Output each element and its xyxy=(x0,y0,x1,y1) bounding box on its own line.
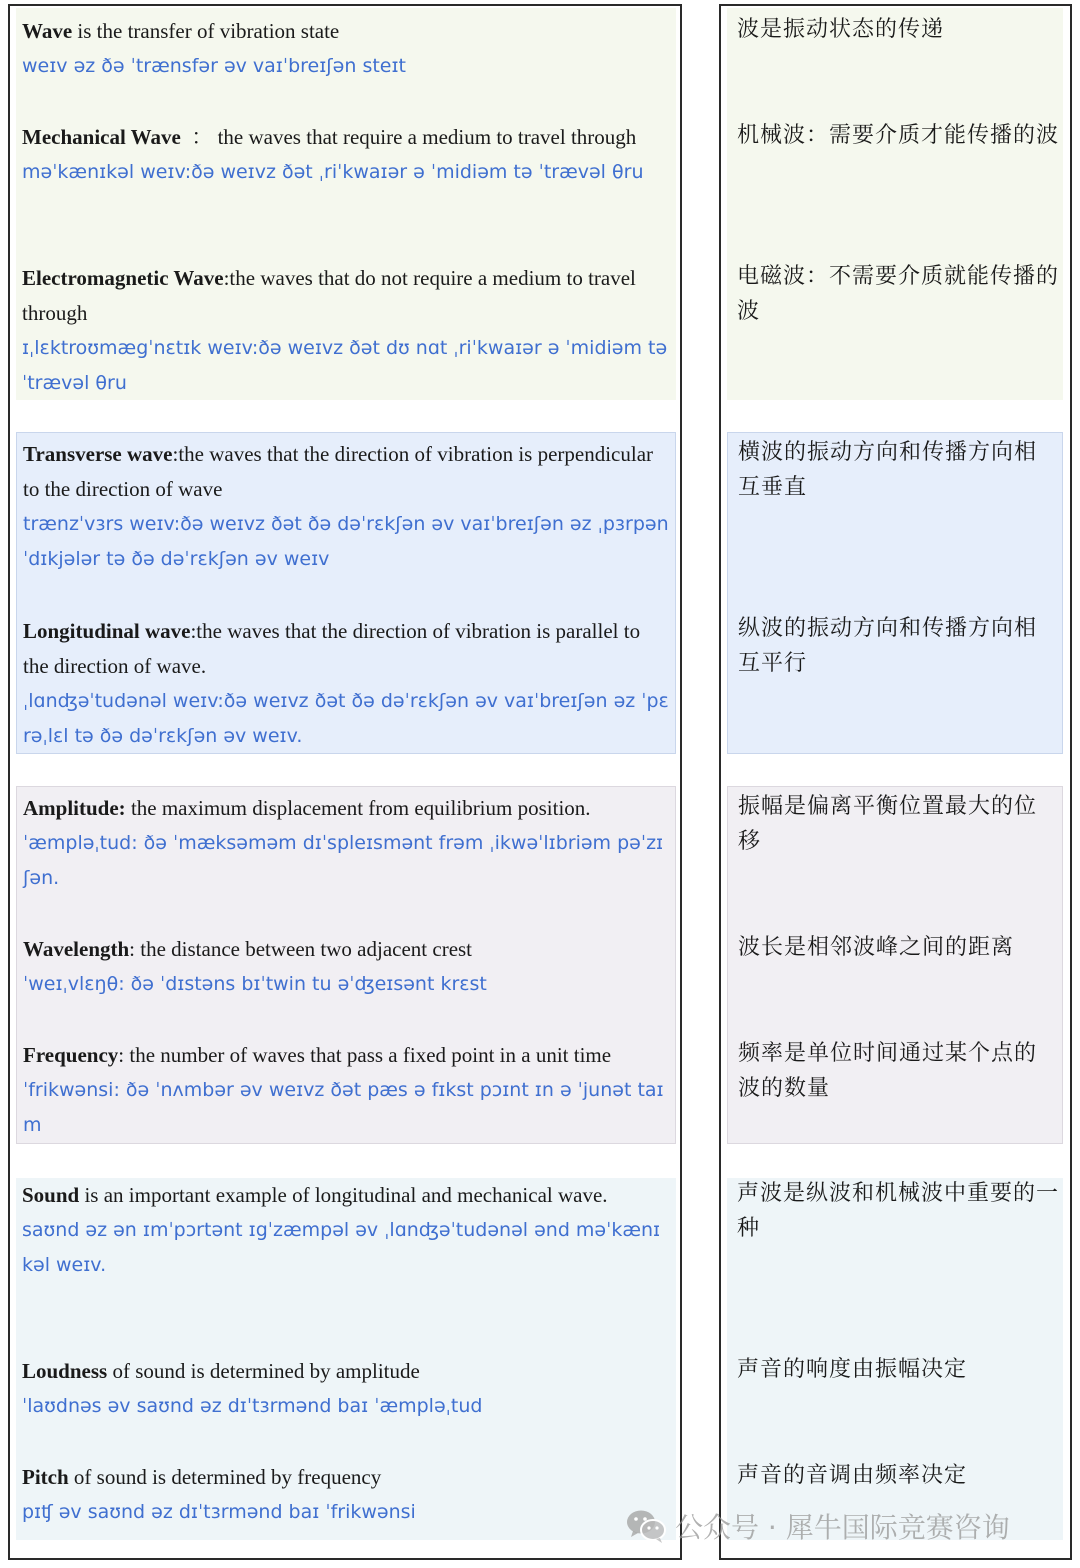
definition: is the transfer of vibration state xyxy=(72,19,340,43)
group-wave-properties xyxy=(16,786,676,1144)
translation-pitch: 声音的音调由频率决定 xyxy=(737,1463,968,1488)
term: Transverse wave xyxy=(23,442,173,466)
definition: the maximum displacement from equilibrium position. xyxy=(125,796,591,820)
definition: : the number of waves that pass a fixed point in a unit time xyxy=(118,1043,612,1067)
entry-amplitude xyxy=(23,791,669,896)
entry-longitudinal-wave xyxy=(23,614,669,754)
translation-frequency: 频率是单位时间通过某个点的波的数量 xyxy=(738,1041,1038,1101)
term: Pitch xyxy=(22,1465,69,1489)
entry-sound xyxy=(22,1178,670,1283)
phonetic: saʊnd əz ən ɪmˈpɔrtənt ɪgˈzæmpəl əv ˌlɑnʤəˈtudənəl ənd məˈkænɪkəl weɪv. xyxy=(22,1219,661,1276)
translation-loudness: 声音的响度由振幅决定 xyxy=(737,1357,968,1382)
definition: of sound is determined by frequency xyxy=(68,1465,382,1489)
group-wave-direction xyxy=(16,432,676,754)
term: Longitudinal wave xyxy=(23,619,191,643)
translation-electromagnetic-wave: 电磁波：不需要介质就能传播的波 xyxy=(737,264,1060,324)
definition: :the waves that the direction of vibration is parallel to the direction of wave. xyxy=(23,619,641,678)
group-sound-zh xyxy=(727,1178,1063,1540)
watermark-text: 公众号 · 犀牛国际竞赛咨询 xyxy=(675,1511,1010,1544)
term: Amplitude: xyxy=(23,796,126,820)
phonetic: ˈfrikwənsi: ðə ˈnʌmbər əv weɪvz ðət pæs ə fɪkst pɔɪnt ɪn ə ˈjunət taɪm xyxy=(23,1079,664,1136)
group-wave-direction-zh xyxy=(727,432,1063,754)
wechat-icon xyxy=(625,1507,667,1545)
entry-mechanical-wave xyxy=(22,120,670,190)
group-wave-types-zh xyxy=(727,8,1063,400)
entry-wave xyxy=(22,14,670,84)
phonetic: ˈæmpləˌtud: ðə ˈmæksəməm dɪˈspleɪsmənt frəm ˌikwəˈlɪbriəm pəˈzɪʃən. xyxy=(23,832,664,889)
definition: :the waves that the direction of vibration is perpendicular to the direction of wave xyxy=(23,442,654,501)
definition: ： the waves that require a medium to travel through xyxy=(180,125,637,149)
translation-transverse-wave: 横波的振动方向和传播方向相互垂直 xyxy=(738,440,1038,500)
phonetic: ˈweɪˌvlɛŋθ: ðə ˈdɪstəns bɪˈtwin tu əˈʤeɪsənt krɛst xyxy=(23,973,487,995)
translation-sound: 声波是纵波和机械波中重要的一种 xyxy=(737,1181,1060,1241)
definition: : the distance between two adjacent crest xyxy=(129,937,473,961)
translation-amplitude: 振幅是偏离平衡位置最大的位移 xyxy=(738,794,1038,854)
watermark xyxy=(625,1504,1065,1548)
term: Loudness xyxy=(22,1359,108,1383)
term: Wave xyxy=(22,19,73,43)
translation-wavelength: 波长是相邻波峰之间的距离 xyxy=(738,935,1015,960)
term: Frequency xyxy=(23,1043,119,1067)
phonetic: ɪˌlɛktroʊmægˈnɛtɪk weɪv:ðə weɪvz ðət dʊ nɑt ˌriˈkwaɪər ə ˈmidiəm tə ˈtrævəl θru xyxy=(22,337,668,394)
entry-pitch xyxy=(22,1460,670,1530)
term: Mechanical Wave xyxy=(22,125,181,149)
entry-loudness xyxy=(22,1354,670,1424)
chinese-panel xyxy=(719,4,1072,1560)
definition: is an important example of longitudinal and mechanical wave. xyxy=(79,1183,608,1207)
phonetic: trænzˈvɜrs weɪv:ðə weɪvz ðət ðə dəˈrɛkʃən əv vaɪˈbreɪʃən əz ˌpɜrpənˈdɪkjələr tə ðə dəˈrɛkʃən əv weɪv xyxy=(23,513,669,570)
phonetic: pɪʧ əv saʊnd əz dɪˈtɜrmənd baɪ ˈfrikwənsi xyxy=(22,1501,416,1523)
definition: of sound is determined by amplitude xyxy=(107,1359,420,1383)
group-wave-types xyxy=(16,8,676,400)
english-panel xyxy=(8,4,682,1560)
phonetic: məˈkænɪkəl weɪv:ðə weɪvz ðət ˌriˈkwaɪər ə ˈmidiəm tə ˈtrævəl θru xyxy=(22,161,644,183)
phonetic: weɪv əz ðə ˈtrænsfər əv vaɪˈbreɪʃən steɪt xyxy=(22,55,406,77)
translation-mechanical-wave: 机械波：需要介质才能传播的波 xyxy=(737,123,1060,148)
entry-frequency xyxy=(23,1038,669,1143)
entry-wavelength xyxy=(23,932,669,1002)
term: Electromagnetic Wave xyxy=(22,266,224,290)
phonetic: ˈlaʊdnəs əv saʊnd əz dɪˈtɜrmənd baɪ ˈæmpləˌtud xyxy=(22,1395,483,1417)
entry-transverse-wave xyxy=(23,437,669,577)
definition: :the waves that do not require a medium to travel through xyxy=(22,266,636,325)
term: Wavelength xyxy=(23,937,130,961)
term: Sound xyxy=(22,1183,80,1207)
phonetic: ˌlɑnʤəˈtudənəl weɪv:ðə weɪvz ðət ðə dəˈrɛkʃən əv vaɪˈbreɪʃən əz ˈpɛrəˌlɛl tə ðə dəˈrɛkʃən əv weɪv. xyxy=(23,690,669,747)
entry-electromagnetic-wave xyxy=(22,261,670,401)
translation-longitudinal-wave: 纵波的振动方向和传播方向相互平行 xyxy=(738,616,1038,676)
group-sound xyxy=(16,1178,676,1540)
translation-wave: 波是振动状态的传递 xyxy=(737,17,945,42)
group-wave-properties-zh xyxy=(727,786,1063,1144)
